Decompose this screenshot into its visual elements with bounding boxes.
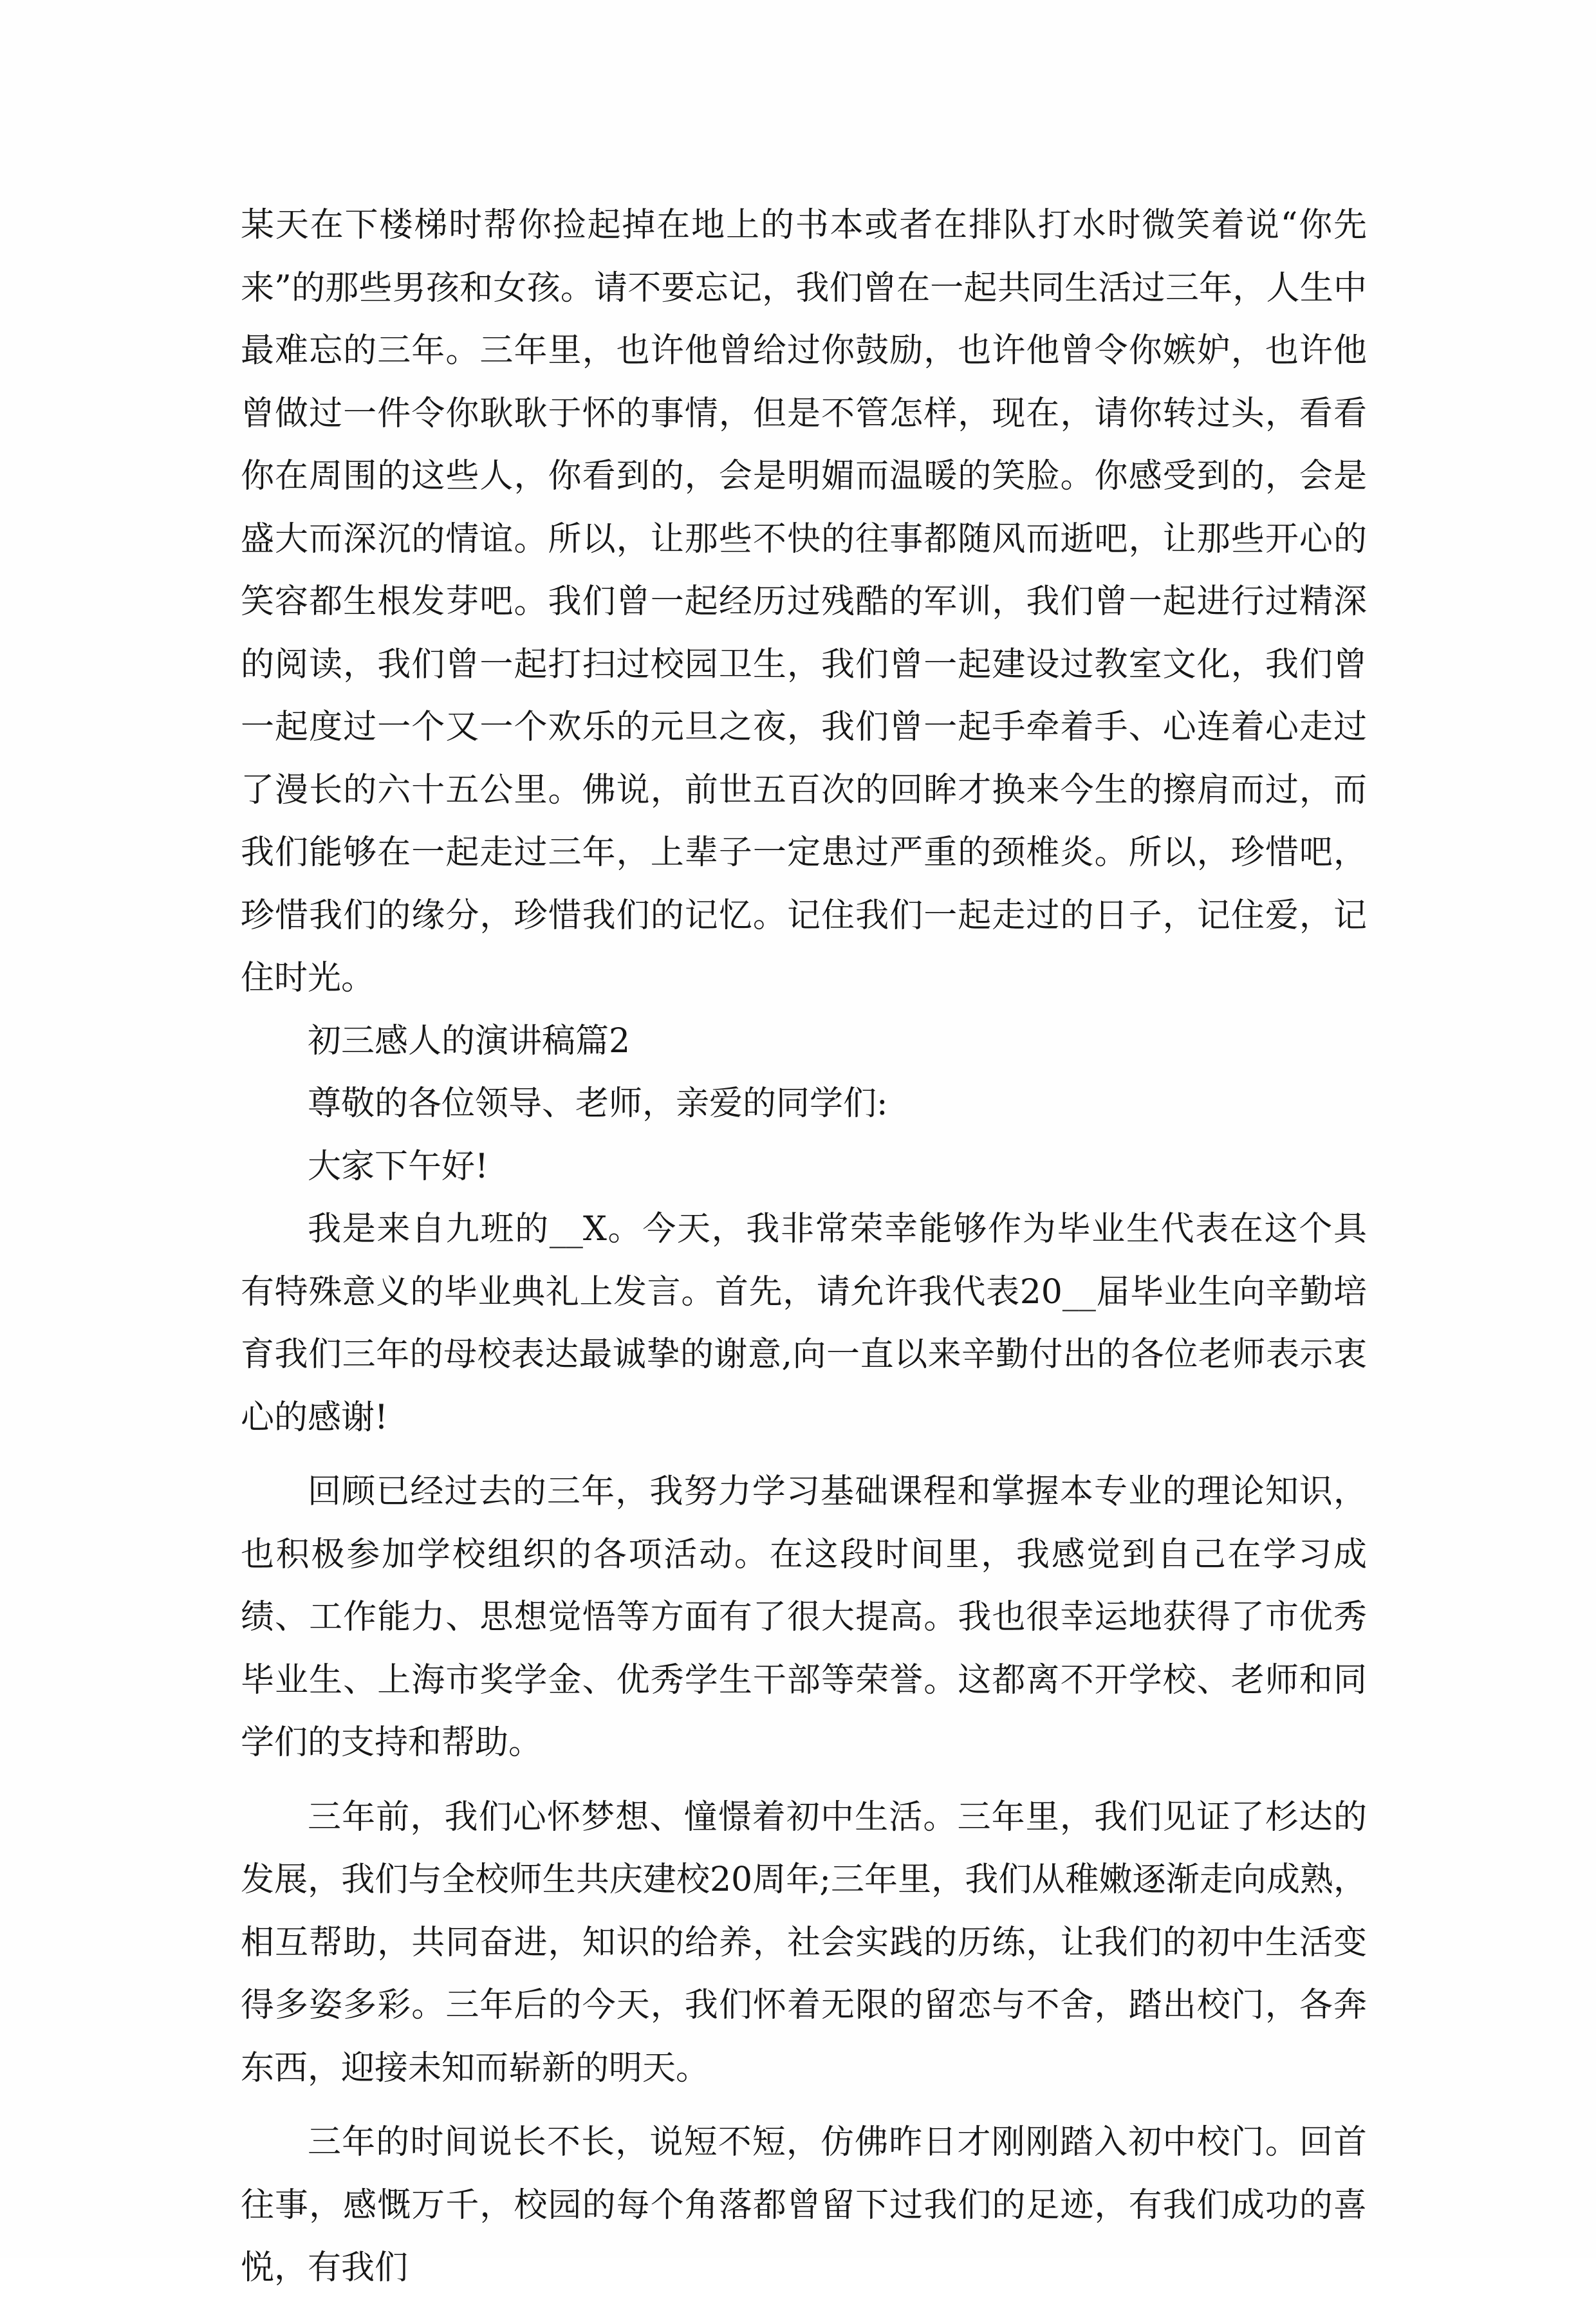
paragraph-intro: 我是来自九班的__X。今天，我非常荣幸能够作为毕业生代表在这个具有特殊意义的毕业典礼上发言。首先，请允许我代表20__届毕业生向辛勤培育我们三年的母校表达最诚挚的谢意,向一直以来辛勤付出的各位老师表示衷心的感谢! [241, 1210, 1367, 1437]
section-heading: 初三感人的演讲稿篇2 [308, 1021, 631, 1061]
document-body [241, 194, 1367, 2300]
paragraph-review: 回顾已经过去的三年，我努力学习基础课程和掌握本专业的理论知识，也积极参加学校组织的各项活动。在这段时间里，我感觉到自己在学习成绩、工作能力、思想觉悟等方面有了很大提高。我也很幸运地获得了市优秀毕业生、上海市奖学金、优秀学生干部等荣誉。这都离不开学校、老师和同学们的支持和帮助。 [241, 1472, 1367, 1762]
salutation: 尊敬的各位领导、老师，亲爱的同学们: [308, 1084, 888, 1123]
greeting: 大家下午好! [308, 1147, 488, 1186]
paragraph-continued: 某天在下楼梯时帮你捡起掉在地上的书本或者在排队打水时微笑着说“你先来”的那些男孩和女孩。请不要忘记，我们曾在一起共同生活过三年，人生中最难忘的三年。三年里，也许他曾给过你鼓励，也许他曾令你嫉妒，也许他曾做过一件令你耿耿于怀的事情，但是不管怎样，现在，请你转过头，看看你在周围的这些人，你看到的，会是明媚而温暖的笑脸。你感受到的，会是盛大而深沉的情谊。所以，让那些不快的往事都随风而逝吧，让那些开心的笑容都生根发芽吧。我们曾一起经历过残酷的军训，我们曾一起进行过精深的阅读，我们曾一起打扫过校园卫生，我们曾一起建设过教室文化，我们曾一起度过一个又一个欢乐的元旦之夜，我们曾一起手牵着手、心连着心走过了漫长的六十五公里。佛说，前世五百次的回眸才换来今生的擦肩而过，而我们能够在一起走过三年，上辈子一定患过严重的颈椎炎。所以，珍惜吧，珍惜我们的缘分，珍惜我们的记忆。记住我们一起走过的日子，记住爱，记住时光。 [241, 206, 1367, 997]
paragraph-reflection: 三年的时间说长不长，说短不短，仿佛昨日才刚刚踏入初中校门。回首往事，感慨万千，校园的每个角落都曾留下过我们的足迹，有我们成功的喜悦，有我们 [241, 2123, 1367, 2287]
paragraph-three-years: 三年前，我们心怀梦想、憧憬着初中生活。三年里，我们见证了杉达的发展，我们与全校师生共庆建校20周年;三年里，我们从稚嫩逐渐走向成熟，相互帮助，共同奋进，知识的给养，社会实践的历练，让我们的初中生活变得多姿多彩。三年后的今天，我们怀着无限的留恋与不舍，踏出校门，各奔东西，迎接未知而崭新的明天。 [241, 1797, 1367, 2088]
